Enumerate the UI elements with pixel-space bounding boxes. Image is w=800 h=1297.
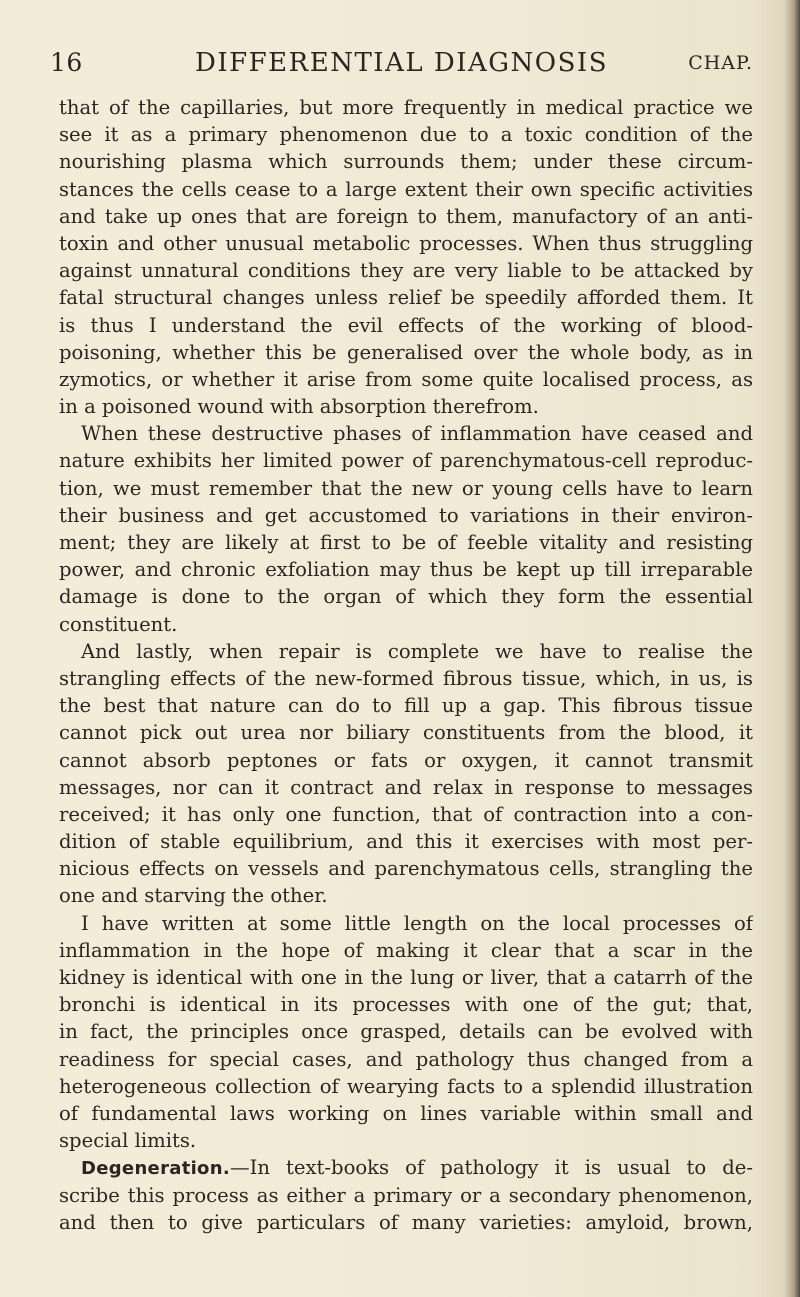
text-line: damage is done to the organ of which they form the essential: [59, 585, 753, 609]
text-line: stances the cells cease to a large extent their own specific activities: [59, 177, 753, 201]
text-line: strangling effects of the new-formed fibrous tissue, which, in us, is: [59, 666, 753, 690]
text-line: constituent.: [59, 612, 178, 636]
text-line: [59, 1154, 753, 1181]
degeneration-section: [59, 1154, 753, 1236]
text-line: fatal structural changes unless relief be speedily afforded them. It: [59, 286, 753, 310]
text-line: scribe this process as either a primary or a secondary phenomenon,: [59, 1183, 753, 1207]
text-line: received; it has only one function, that of contraction into a con-: [59, 802, 753, 826]
text-line: readiness for special cases, and pathology thus changed from a: [59, 1047, 753, 1071]
text-line: one and starving the other.: [59, 884, 328, 908]
text-line: cannot absorb peptones or fats or oxygen, it cannot transmit: [59, 748, 753, 772]
text-line: of fundamental laws working on lines variable within small and: [59, 1101, 753, 1125]
text-line: messages, nor can it contract and relax in response to messages: [59, 775, 753, 799]
text-line: nicious effects on vessels and parenchymatous cells, strangling the: [59, 857, 753, 881]
text-line: zymotics, or whether it arise from some quite localised process, as: [59, 367, 753, 391]
paragraph-2: [59, 420, 753, 638]
text-line: that of the capillaries, but more frequently in medical practice we: [59, 96, 753, 119]
paragraph-4: [59, 910, 753, 1155]
section-heading: Degeneration.: [81, 1158, 230, 1180]
text-line: heterogeneous collection of wearying facts to a splendid illustration: [59, 1074, 753, 1098]
text-line: ment; they are likely at first to be of feeble vitality and resisting: [59, 531, 753, 554]
text-line: poisoning, whether this be generalised over the whole body, as in: [59, 340, 753, 364]
text-line: and then to give particulars of many varieties: amyloid, brown,: [59, 1210, 753, 1234]
text-line: bronchi is identical in its processes with one of the gut; that,: [59, 993, 753, 1017]
text-line: the best that nature can do to fill up a gap. This fibrous tissue: [59, 694, 753, 718]
running-title: DIFFERENTIAL DIAGNOSIS: [194, 48, 609, 78]
text-line: power, and chronic exfoliation may thus be kept up till irreparable: [59, 558, 753, 582]
text-line: When these destructive phases of inflammation have ceased and: [81, 422, 753, 446]
text-line: see it as a primary phenomenon due to a toxic condition of the: [59, 123, 753, 147]
text-line: is thus I understand the evil effects of the working of blood-: [59, 313, 753, 337]
text-line: their business and get accustomed to variations in their environ-: [59, 503, 753, 527]
text-line: cannot pick out urea nor biliary constituents from the blood, it: [59, 721, 753, 745]
text-line: kidney is identical with one in the lung or liver, that a catarrh of the: [59, 966, 753, 989]
text-line: special limits.: [59, 1129, 197, 1153]
text-line: I have written at some little length on the local processes of: [81, 911, 753, 935]
text-line: dition of stable equilibrium, and this it exercises with most per-: [59, 830, 753, 854]
text-line: nature exhibits her limited power of parenchymatous-cell reproduc-: [59, 449, 753, 473]
text-line: against unnatural conditions they are very liable to be attacked by: [59, 259, 753, 283]
text-line: nourishing plasma which surrounds them; under these circum-: [59, 150, 753, 174]
page-edge-shadow: [784, 0, 800, 1297]
text-line: inflammation in the hope of making it clear that a scar in the: [59, 938, 753, 962]
body-text: [59, 94, 753, 1236]
chapter-abbreviation: CHAP.: [688, 52, 753, 74]
paragraph-3: [59, 638, 753, 910]
section-first-line: —In text-books of pathology it is usual to de-: [229, 1156, 753, 1180]
page-number: 16: [50, 48, 83, 77]
text-line: tion, we must remember that the new or young cells have to learn: [59, 476, 753, 500]
paragraph-1: [59, 94, 753, 420]
text-line: toxin and other unusual metabolic processes. When thus struggling: [59, 231, 753, 255]
text-line: And lastly, when repair is complete we have to realise the: [81, 639, 753, 663]
text-line: and take up ones that are foreign to them, manufactory of an anti-: [59, 204, 753, 228]
running-head: [50, 48, 753, 84]
text-line: in fact, the principles once grasped, details can be evolved with: [59, 1020, 753, 1044]
text-line: in a poisoned wound with absorption therefrom.: [59, 395, 539, 419]
